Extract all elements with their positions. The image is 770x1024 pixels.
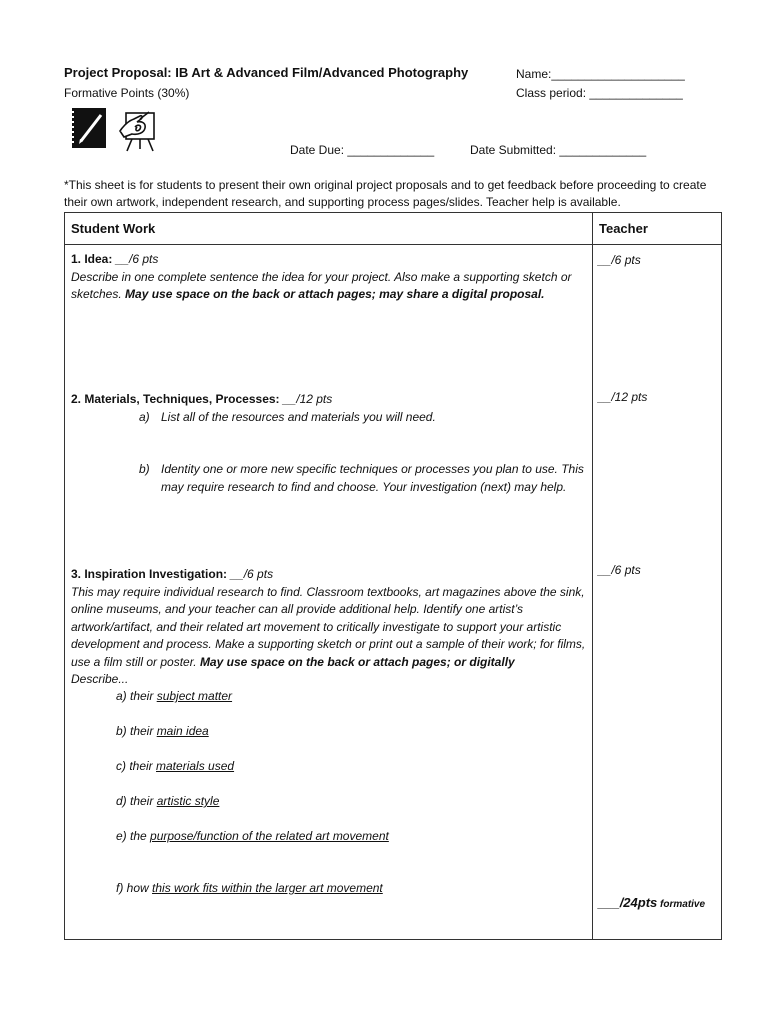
- idea-desc-bold: May use space on the back or attach pages; may share a digital proposal.: [125, 287, 545, 301]
- total-score[interactable]: [598, 894, 705, 912]
- idea-section: [71, 251, 586, 304]
- header-divider: [65, 244, 721, 245]
- materials-a-marker: a): [139, 410, 150, 424]
- inspiration-item: [116, 688, 232, 706]
- idea-heading: 1. Idea:: [71, 252, 113, 266]
- materials-teacher-points[interactable]: __/12 pts: [598, 390, 648, 404]
- inspiration-teacher-points[interactable]: __/6 pts: [598, 563, 641, 577]
- idea-description: [71, 269, 586, 304]
- page-title: Project Proposal: IB Art & Advanced Film/Advanced Photography: [64, 65, 469, 80]
- item-main-idea: main idea: [156, 724, 209, 738]
- idea-teacher-points[interactable]: __/6 pts: [598, 253, 641, 267]
- idea-points: __/6 pts: [112, 252, 159, 266]
- inspiration-item: [116, 828, 389, 846]
- inspiration-item: [116, 723, 209, 741]
- inspiration-description: [71, 584, 586, 689]
- inspiration-heading: 3. Inspiration Investigation:: [71, 567, 228, 581]
- materials-heading-line: [71, 391, 586, 409]
- item-prefix: f) how: [116, 881, 153, 895]
- total-points: ___/24pts: [598, 895, 658, 910]
- student-work-header: Student Work: [71, 221, 156, 236]
- page-subtitle: Formative Points (30%): [64, 86, 190, 100]
- materials-a-text: List all of the resources and materials you will need.: [161, 410, 436, 424]
- item-prefix: e) the: [116, 829, 151, 843]
- total-label: formative: [657, 899, 706, 910]
- inspiration-desc-text: This may require individual research to find. Classroom textbooks, art magazines above the sink, online museums, and your teacher can all provide additional help. Identify one artist’s artwork/artifact, and their related art movement to critically investigate to support your artistic development and process. Make a supporting sketch or print out a sample of their work; for films, use a film still or poster.: [71, 584, 586, 669]
- teacher-header: Teacher: [599, 221, 648, 236]
- hand-drawing-easel-icon: [118, 107, 160, 153]
- name-field[interactable]: Name:____________________: [516, 67, 685, 81]
- date-submitted-field[interactable]: Date Submitted: _____________: [470, 143, 647, 157]
- inspiration-item: [116, 758, 234, 776]
- idea-heading-line: [71, 251, 586, 269]
- date-due-field[interactable]: Date Due: _____________: [290, 143, 435, 157]
- inspiration-item: [116, 793, 219, 811]
- item-prefix: b) their: [116, 724, 157, 738]
- materials-heading: 2. Materials, Techniques, Processes:: [71, 392, 280, 406]
- item-fits-movement: this work fits within the larger art movement: [152, 881, 383, 895]
- item-subject-matter: subject matter: [156, 689, 233, 703]
- inspiration-item: [116, 880, 383, 898]
- item-prefix: c) their: [116, 759, 157, 773]
- materials-points: __/12 pts: [279, 392, 333, 406]
- instructions-note: *This sheet is for students to present their own original project proposals and to get feedback before proceeding to create their own artwork, independent research, and supporting process pages/slides. Teacher help is available.: [64, 178, 707, 209]
- inspiration-desc-end: Describe...: [71, 672, 129, 686]
- item-prefix: a) their: [116, 689, 157, 703]
- materials-b-text: Identity one or more new specific techniques or processes you plan to use. This may require research to find and choose. Your investigation (next) may help.: [161, 462, 584, 494]
- column-divider: [592, 213, 593, 939]
- proposal-table: [64, 212, 722, 940]
- sketchbook-pencil-icon: [68, 107, 108, 149]
- idea-desc-text: Describe in one complete sentence the idea for your project. Also make a supporting sketch or sketches.: [71, 269, 572, 301]
- item-materials-used: materials used: [156, 759, 235, 773]
- item-artistic-style: artistic style: [156, 794, 220, 808]
- item-purpose-function: purpose/function of the related art movement: [150, 829, 389, 843]
- item-prefix: d) their: [116, 794, 157, 808]
- inspiration-points: __/6 pts: [227, 567, 274, 581]
- inspiration-heading-line: [71, 566, 586, 584]
- inspiration-desc-bold: May use space on the back or attach pages; or digitally: [199, 654, 515, 669]
- inspiration-section: [71, 566, 586, 689]
- materials-b-marker: b): [139, 462, 150, 476]
- class-period-field[interactable]: Class period: ______________: [516, 86, 683, 100]
